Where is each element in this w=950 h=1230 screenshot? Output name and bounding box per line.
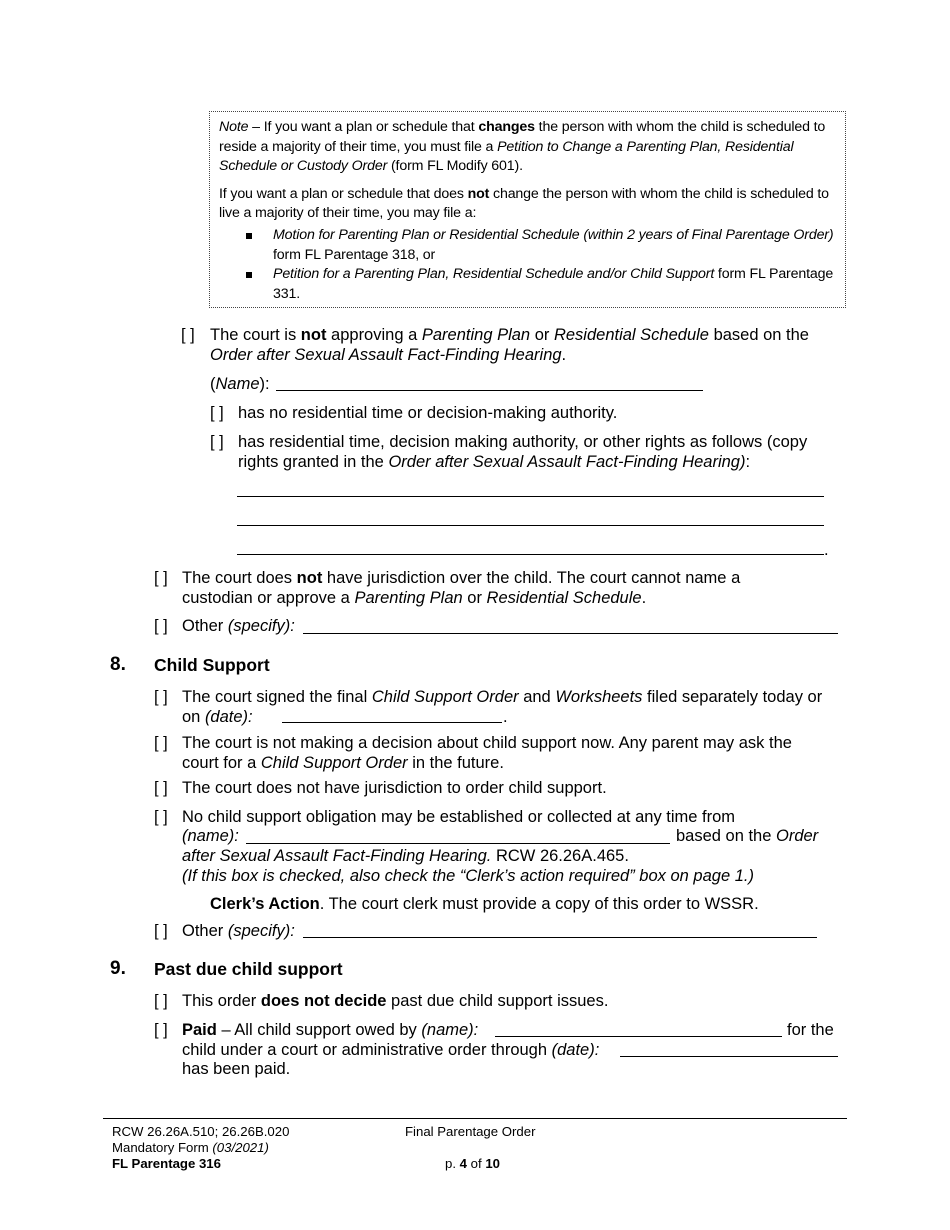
rights-line-1[interactable] [237, 496, 824, 497]
checkbox[interactable]: [ ] [154, 1021, 168, 1039]
clerk-note-text: (If this box is checked, also check the “Clerk’s action required” box on page 1.) [182, 867, 754, 885]
not-approving-text: The court is not approving a Parenting Plan or Residential Schedule based on the Order after Sexual Assault Fact-Finding Hearing. [210, 326, 809, 364]
other-field[interactable] [303, 937, 817, 938]
footer-mandatory: Mandatory Form (03/2021) [112, 1140, 269, 1155]
other-label: Other (specify): [182, 617, 295, 635]
signed-child-support-text: The court signed the final Child Support Order and Worksheets filed separately today or on (date): [182, 688, 823, 726]
for-the-text: for the [787, 1021, 834, 1039]
rights-line-3[interactable] [237, 554, 824, 555]
section-8-number: 8. [110, 654, 126, 675]
section-8-title: Child Support [154, 655, 270, 675]
checkbox[interactable]: [ ] [154, 808, 168, 826]
checkbox[interactable]: [ ] [154, 992, 168, 1010]
not-decide-text: This order does not decide past due child support issues. [182, 992, 609, 1010]
paid-through-text: child under a court or administrative order through (date): [182, 1041, 600, 1059]
no-jurisdiction-support-text: The court does not have jurisdiction to order child support. [182, 779, 607, 797]
footer-page-number: p. 4 of 10 [445, 1156, 501, 1171]
order-ref-text: after Sexual Assault Fact-Finding Hearing. RCW 26.26A.465. [182, 847, 629, 865]
clerk-action-text: Clerk’s Action. The court clerk must provide a copy of this order to WSSR. [210, 895, 759, 913]
note-paragraph-2: If you want a plan or schedule that does not change the person with whom the child is scheduled to live a majority of their time, you may file a: [219, 185, 829, 222]
name-field[interactable] [276, 390, 703, 391]
bullet-icon [246, 233, 252, 239]
no-jurisdiction-text: The court does not have jurisdiction over the child. The court cannot name a custodian or approve a Parenting Plan or Residential Schedule. [182, 569, 741, 607]
note-bullet-2: Petition for a Parenting Plan, Residential Schedule and/or Child Support form FL Parentage 331. [219, 265, 836, 304]
paid-date-field[interactable] [620, 1056, 838, 1057]
note-paragraph-1: Note – If you want a plan or schedule that changes the person with whom the child is scheduled to reside a majority of their time, you must file a Petition to Change a Parenting Plan, Residential Schedule or Custody Order (form FL Modify 601). [219, 119, 826, 175]
note-box [209, 111, 846, 308]
checkbox[interactable]: [ ] [154, 688, 168, 706]
no-residential-time-text: has no residential time or decision-making authority. [238, 404, 618, 422]
has-been-paid-text: has been paid. [182, 1060, 291, 1078]
based-on-text: based on the Order [676, 827, 819, 845]
checkbox[interactable]: [ ] [154, 569, 168, 587]
section-9-number: 9. [110, 958, 126, 979]
checkbox[interactable]: [ ] [210, 404, 224, 422]
date-field[interactable] [282, 722, 502, 723]
checkbox[interactable]: [ ] [154, 617, 168, 635]
paid-name-field[interactable] [495, 1036, 782, 1037]
checkbox[interactable]: [ ] [154, 734, 168, 752]
name-label: (Name): [210, 375, 270, 393]
obligation-name-field[interactable] [246, 843, 670, 844]
no-obligation-name-label: (name): [182, 827, 239, 845]
paid-text: Paid – All child support owed by (name): [182, 1021, 479, 1039]
not-deciding-text: The court is not making a decision about child support now. Any parent may ask the court for a Child Support Order in the future. [182, 734, 792, 772]
date-period: . [503, 708, 508, 726]
footer-title: Final Parentage Order [405, 1124, 536, 1139]
checkbox[interactable]: [ ] [181, 326, 195, 344]
no-obligation-text: No child support obligation may be established or collected at any time from [182, 808, 736, 826]
other-field[interactable] [303, 633, 838, 634]
note-bullet-1: Motion for Parenting Plan or Residential Schedule (within 2 years of Final Parentage Order) form FL Parentage 318, or [219, 226, 836, 265]
footer-divider [103, 1118, 847, 1119]
other-label: Other (specify): [182, 922, 295, 940]
checkbox[interactable]: [ ] [210, 433, 224, 451]
checkbox[interactable]: [ ] [154, 779, 168, 797]
section-9-title: Past due child support [154, 959, 343, 979]
checkbox[interactable]: [ ] [154, 922, 168, 940]
footer-form-id: FL Parentage 316 [112, 1156, 221, 1171]
line-period: . [824, 541, 829, 559]
bullet-icon [246, 272, 252, 278]
rights-line-2[interactable] [237, 525, 824, 526]
footer-rcw: RCW 26.26A.510; 26.26B.020 [112, 1124, 290, 1139]
has-residential-time-text: has residential time, decision making authority, or other rights as follows (copy rights granted in the Order after Sexual Assault Fact-Finding Hearing): [238, 433, 808, 471]
